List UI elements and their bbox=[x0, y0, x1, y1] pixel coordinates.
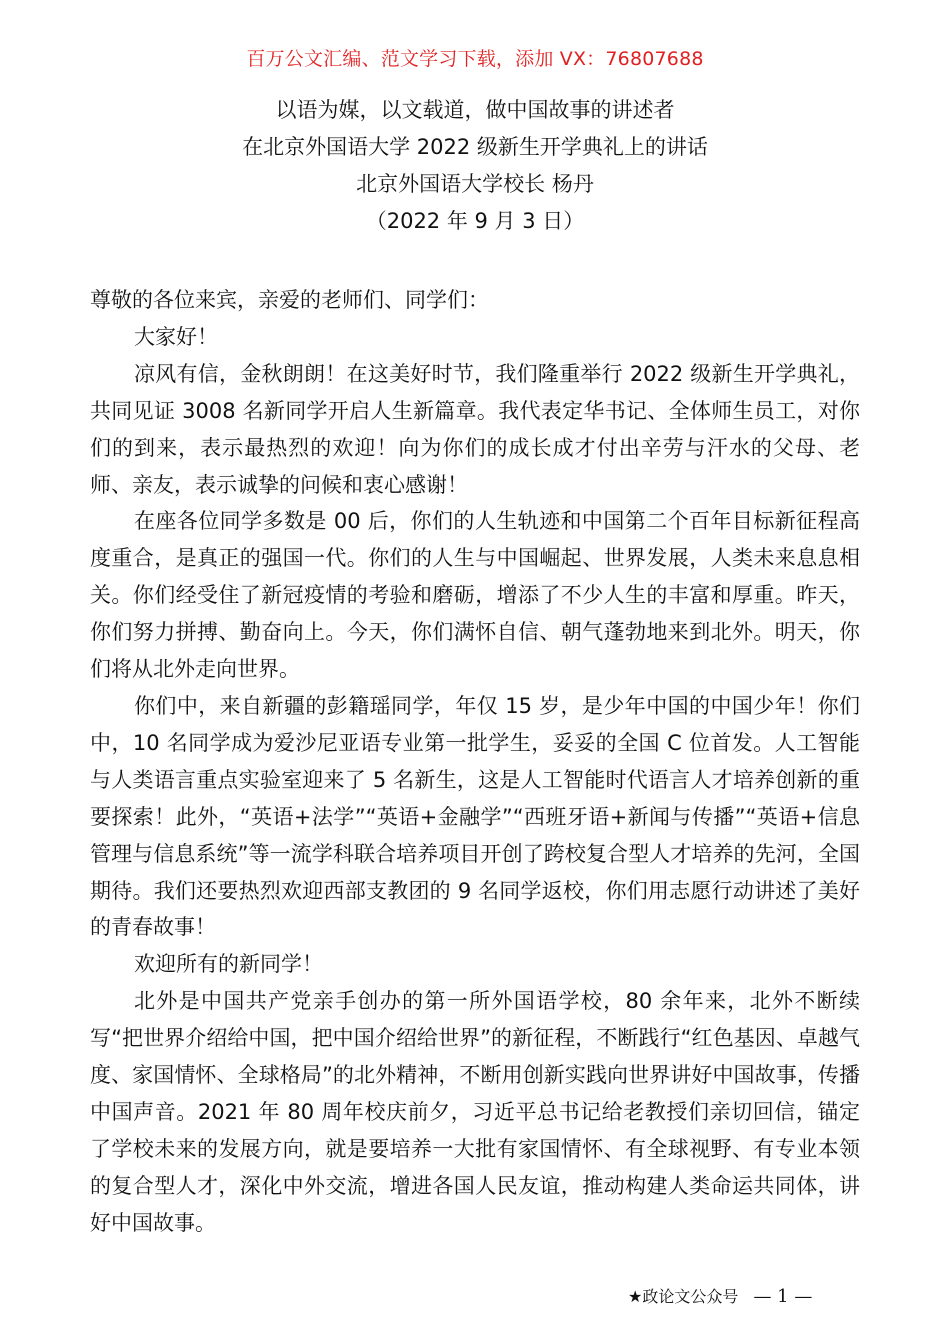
document-subtitle: 在北京外国语大学 2022 级新生开学典礼上的讲话 bbox=[242, 135, 708, 159]
promo-banner: 百万公文汇编、范文学习下载，添加 VX：76807688 bbox=[246, 48, 704, 70]
document-header bbox=[0, 92, 950, 240]
paragraph: 凉风有信，金秋朗朗！在这美好时节，我们隆重举行 2022 级新生开学典礼，共同见证 3008 名新同学开启人生新篇章。我代表定华书记、全体师生员工，对你们的到来，表示最热烈的欢迎！向为你们的成长成才付出辛劳与汗水的父母、老师、亲友，表示诚挚的问候和衷心感谢！ bbox=[90, 361, 860, 497]
footer-source: ★政论文公众号 bbox=[628, 1287, 739, 1306]
paragraph-greeting: 大家好！ bbox=[134, 324, 218, 349]
speaker-line: 北京外国语大学校长 杨丹 bbox=[356, 172, 594, 196]
paragraph: 在座各位同学多数是 00 后，你们的人生轨迹和中国第二个百年目标新征程高度重合，是真正的强国一代。你们的人生与中国崛起、世界发展，人类未来息息相关。你们经受住了新冠疫情的考验和磨砺，增添了不少人生的丰富和厚重。昨天，你们努力拼搏、勤奋向上。今天，你们满怀自信、朝气蓬勃地来到北外。明天，你们将从北外走向世界。 bbox=[90, 509, 860, 682]
paragraph: 北外是中国共产党亲手创办的第一所外国语学校，80 余年来，北外不断续写“把世界介绍给中国，把中国介绍给世界”的新征程，不断践行“红色基因、卓越气度、家国情怀、全球格局”的北外精神，不断用创新实践向世界讲好中国故事，传播中国声音。2021 年 80 周年校庆前夕，习近平总书记给老教授们亲切回信，锚定了学校未来的发展方向，就是要培养一大批有家国情怀、有全球视野、有专业本领的复合型人才，深化中外交流，增进各国人民友谊，推动构建人类命运共同体，讲好中国故事。 bbox=[90, 989, 860, 1235]
document-title: 以语为媒，以文载道，做中国故事的讲述者 bbox=[275, 98, 675, 122]
paragraph-welcome: 欢迎所有的新同学！ bbox=[134, 952, 323, 977]
page-footer bbox=[628, 1284, 812, 1307]
page-number: — 1 — bbox=[753, 1286, 813, 1307]
document-body bbox=[90, 282, 860, 1242]
salutation: 尊敬的各位来宾，亲爱的老师们、同学们： bbox=[90, 288, 489, 312]
speech-date: （2022 年 9 月 3 日） bbox=[365, 209, 585, 233]
paragraph: 你们中，来自新疆的彭籍瑶同学，年仅 15 岁，是少年中国的中国少年！你们中，10 名同学成为爱沙尼亚语专业第一批学生，妥妥的全国 C 位首发。人工智能与人类语言重点实验室迎来了 5 名新生，这是人工智能时代语言人才培养创新的重要探索！此外，“英语+法学”“英语+金融学”“西班牙语+新闻与传播”“英语+信息管理与信息系统”等一流学科联合培养项目开创了跨校复合型人才培养的先河，全国期待。我们还要热烈欢迎西部支教团的 9 名同学返校，你们用志愿行动讲述了美好的青春故事！ bbox=[90, 693, 860, 940]
